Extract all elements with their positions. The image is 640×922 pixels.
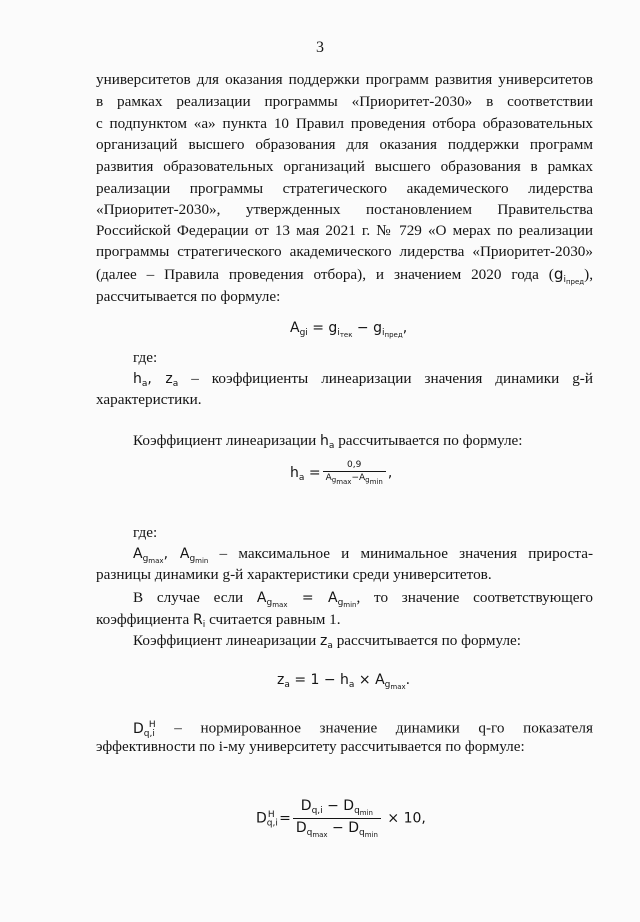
line-text: ), [584, 266, 593, 283]
line-text: коэффициента [96, 611, 194, 628]
line-text: считается равным 1. [205, 611, 341, 628]
line-text: (далее – Правила проведения отбора), и значением 2020 года ( [96, 266, 554, 283]
formula-agi: $A_{gi} = g_{i_{тек}} - g_{i_{пред}}$, [290, 320, 408, 339]
paragraph-line: реализации программы стратегического академического лидерства [96, 180, 593, 197]
line-text: Коэффициент линеаризации [133, 632, 321, 649]
paragraph-line: рассчитывается по формуле: [96, 288, 281, 305]
paragraph-line: в рамках реализации программы «Приоритет-2030» в соответствии [96, 93, 593, 110]
paragraph-line: с подпунктом «а» пункта 10 Правил проведения отбора образовательных [96, 115, 593, 132]
line-text: В случае если [133, 589, 257, 606]
line-text: – максимальное и минимальное значения прироста- [208, 545, 594, 562]
where-label: где: [133, 349, 158, 366]
paragraph-line: Российской Федерации от 13 мая 2021 г. № 729 «О мерах по реализации [96, 222, 593, 239]
formula-ha: $h_a$ = $\frac{0,9}{A_{gmax}-A_{gmin}}$ , [290, 460, 393, 486]
numerator: 0,9 [323, 460, 386, 472]
paragraph-line: Коэффициент линеаризации $h_a$ рассчитывается по формуле: [133, 432, 523, 451]
paragraph-line: $A_{g_{max}}$, $A_{g_{min}}$ – максимальное и минимальное значения прироста- [133, 545, 594, 565]
line-text: рассчитывается по формуле: [334, 432, 523, 449]
formula-multiplier: × 10, [382, 810, 426, 827]
line-text: Коэффициент линеаризации [133, 432, 321, 449]
paragraph-line: программы стратегического академического лидерства «Приоритет-2030» [96, 243, 593, 260]
paragraph-line: организаций высшего образования для оказания поддержки программ [96, 136, 593, 153]
line-text: рассчитывается по формуле: [332, 632, 521, 649]
paragraph-line: развития образовательных организаций высшего образования в рамках [96, 158, 593, 175]
page-number: 3 [316, 39, 324, 56]
paragraph-line: эффективности по i-му университету рассчитывается по формуле: [96, 738, 525, 755]
line-text: , то значение соответствующего [356, 589, 593, 606]
paragraph-line: $h_a$, $z_a$ – коэффициенты линеаризации значения динамики g-й [133, 370, 593, 389]
paragraph-line: «Приоритет-2030», утвержденных постановлением Правительства [96, 201, 593, 218]
paragraph-line: (далее – Правила проведения отбора), и значением 2020 года $(g_{i_{пред}})$, [96, 265, 593, 286]
paragraph-line: $D_{q,i}^H$ – нормированное значение динамики q-го показателя [133, 719, 593, 739]
where-label: где: [133, 524, 158, 541]
paragraph-line: характеристики. [96, 391, 202, 408]
paragraph-line: коэффициента $R_i$ считается равным 1. [96, 611, 341, 630]
paragraph-line: разницы динамики g-й характеристики среди университетов. [96, 566, 492, 583]
line-text: – коэффициенты линеаризации значения динамики g-й [178, 370, 593, 387]
paragraph-line: В случае если $A_{g_{max}} = A_{g_{min}}$, то значение соответствующего [133, 589, 593, 609]
paragraph-line: университетов для оказания поддержки программ развития университетов [96, 71, 593, 88]
paragraph-line: Коэффициент линеаризации $z_a$ рассчитывается по формуле: [133, 632, 521, 651]
formula-za: $z_a = 1 - h_a \times A_{g_{max}}$. [277, 672, 411, 691]
formula-dqi: $D_{q,i}^H$ = $\frac{D_{q,i} - D_{q_{min}}}{D_{q_{max}} - D_{q_{min}}}$ × 10, [256, 798, 426, 839]
line-text: – нормированное значение динамики q-го показателя [155, 719, 593, 737]
